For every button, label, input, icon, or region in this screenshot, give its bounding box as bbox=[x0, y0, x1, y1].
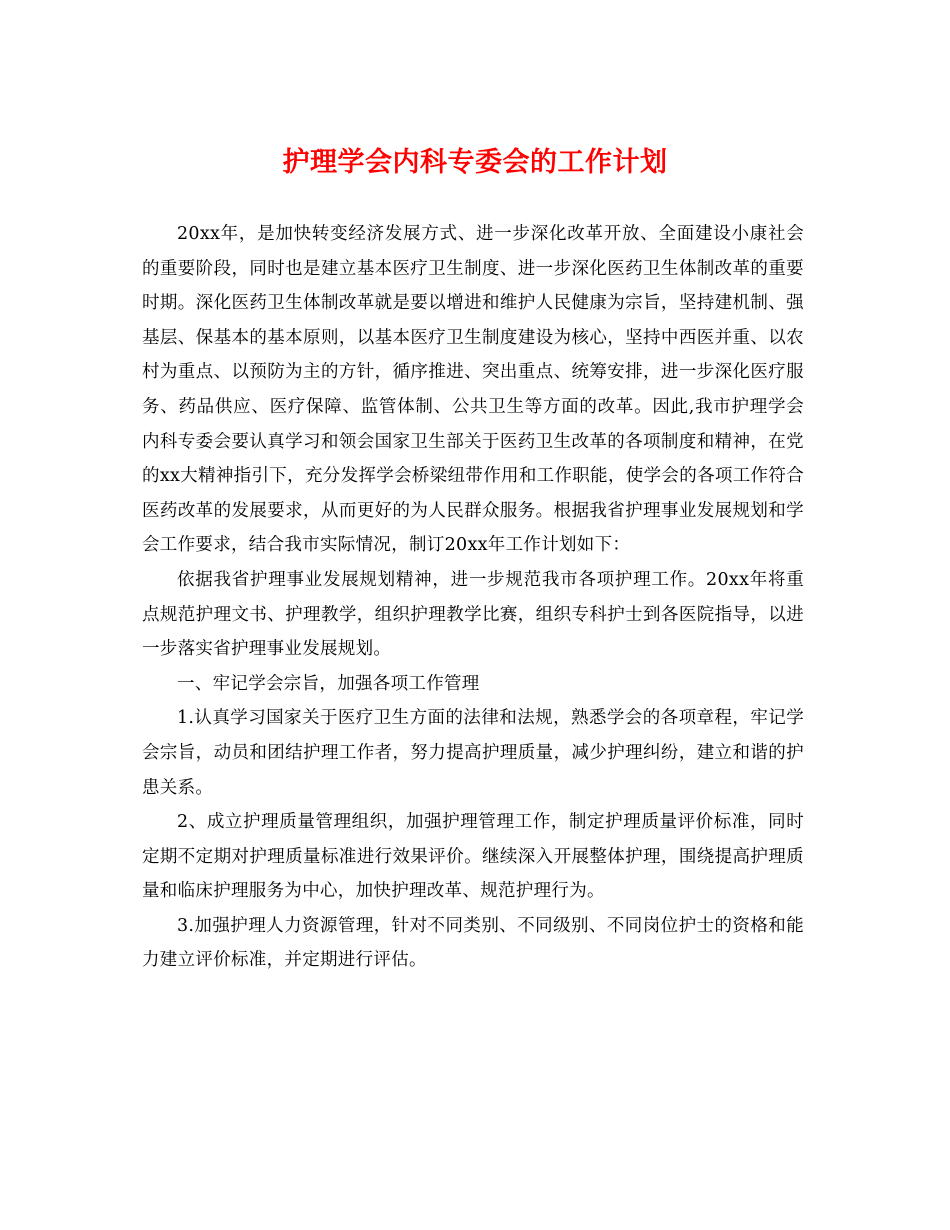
document-title: 护理学会内科专委会的工作计划 bbox=[282, 147, 668, 178]
paragraph-basis: 依据我省护理事业发展规划精神，进一步规范我市各项护理工作。20xx年将重点规范护理文书、护理教学，组织护理教学比赛，组织专科护士到各医院指导，以进一步落实省护理事业发展规划。 bbox=[142, 569, 804, 660]
document-body bbox=[142, 217, 804, 978]
paragraph-item-1: 1.认真学习国家关于医疗卫生方面的法律和法规，熟悉学会的各项章程，牢记学会宗旨，动员和团结护理工作者，努力提高护理质量，减少护理纠纷，建立和谐的护患关系。 bbox=[142, 708, 804, 798]
paragraph-item-2: 2、成立护理质量管理组织，加强护理管理工作，制定护理质量评价标准，同时定期不定期对护理质量标准进行效果评价。继续深入开展整体护理，围绕提高护理质量和临床护理服务为中心，加快护理改革、规范护理行为。 bbox=[142, 812, 804, 902]
section-heading-1: 一、牢记学会宗旨，加强各项工作管理 bbox=[177, 673, 480, 694]
paragraph-intro: 20xx年，是加快转变经济发展方式、进一步深化改革开放、全面建设小康社会的重要阶段，同时也是建立基本医疗卫生制度、进一步深化医药卫生体制改革的重要时期。深化医药卫生体制改革就是要以增进和维护人民健康为宗旨，坚持建机制、强基层、保基本的基本原则，以基本医疗卫生制度建设为核心，坚持中西医并重、以农村为重点、以预防为主的方针，循序推进、突出重点、统筹安排，进一步深化医疗服务、药品供应、医疗保障、监管体制、公共卫生等方面的改革。因此,我市护理学会内科专委会要认真学习和领会国家卫生部关于医药卫生改革的各项制度和精神，在党的xx大精神指引下，充分发挥学会桥梁纽带作用和工作职能，使学会的各项工作符合医药改革的发展要求，从而更好的为人民群众服务。根据我省护理事业发展规划和学会工作要求，结合我市实际情况，制订20xx年工作计划如下： bbox=[142, 224, 804, 556]
paragraph-item-3: 3.加强护理人力资源管理，针对不同类别、不同级别、不同岗位护士的资格和能力建立评价标准，并定期进行评估。 bbox=[142, 915, 804, 971]
